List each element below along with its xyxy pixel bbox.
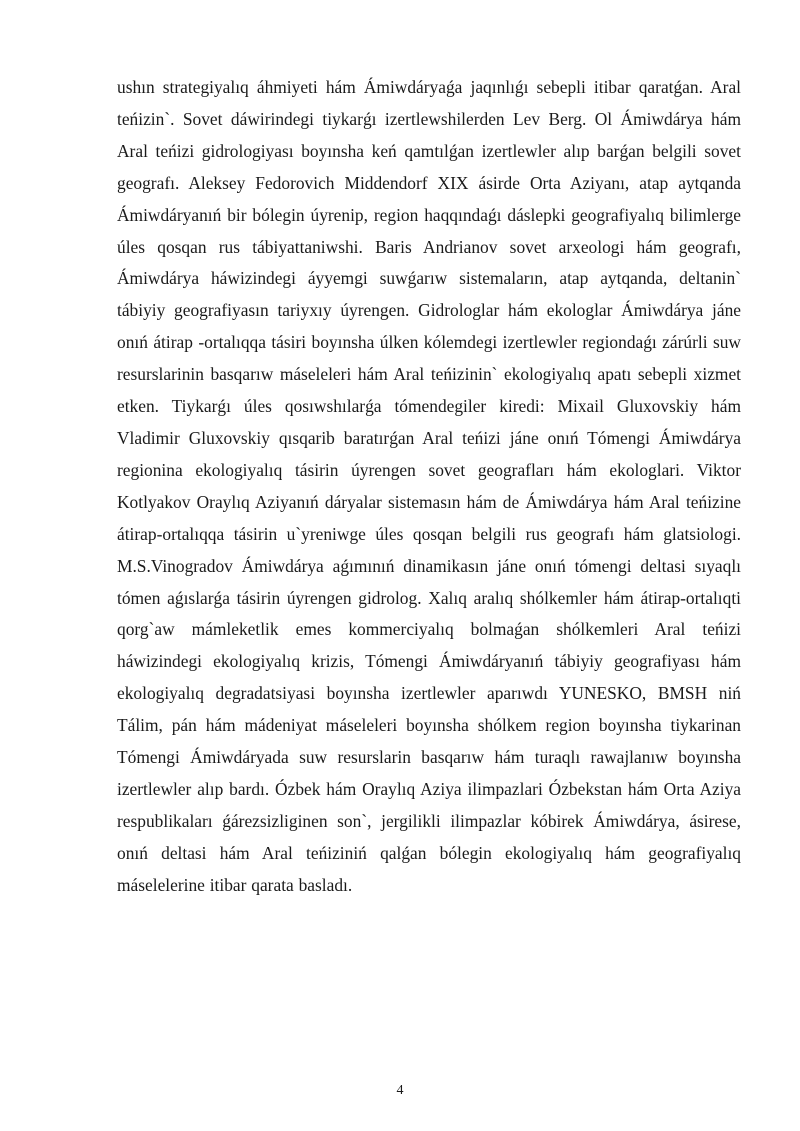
body-paragraph: ushın strategiyalıq áhmiyeti hám Ámiwdáryaǵa jaqınlıǵı sebepli itibar qaratǵan. Aral teńizin`. Sovet dáwirindegi tiykarǵı izertlewshilerden Lev Berg. Ol Ámiwdárya hám Aral teńizi gidrologiyası boyınsha keń qamtılǵan izertlewler alıp barǵan belgili sovet geografı. Aleksey Fedorovich Middendorf XIX ásirde Orta Aziyanı, atap aytqanda Ámiwdáryanıń bir bólegin úyrenip, region haqqındaǵı dáslepki geografiyalıq bilimlerge úles qosqan rus tábiyattaniwshi. Baris Andrianov sovet arxeologi hám geografı, Ámiwdárya háwizindegi áyyemgi suwǵarıw sistemaların, atap aytqanda, deltanin` tábiyiy geografiyasın tariyxıy úyrengen. Gidrologlar hám ekologlar Ámiwdárya jáne onıń átirap -ortalıqqa tásiri boyınsha úlken kólemdegi izertlewler regiondaǵı zárúrli suw resurslarinin basqarıw máseleleri hám Aral teńizinin` ekologiyalıq apatı sebepli xizmet etken. Tiykarǵı úles qosıwshılarǵa tómendegiler kiredi: Mixail Gluxovskiy hám Vladimir Gluxovskiy qısqarib baratırǵan Aral teńizi jáne onıń Tómengi Ámiwdárya regionina ekologiyalıq tásirin úyrengen sovet geografları hám ekologlari. Viktor Kotlyakov Oraylıq Aziyanıń dáryalar sistemasın hám de Ámiwdárya hám Aral teńizine átirap-ortalıqqa tásirin u`yreniwge úles qosqan belgili rus geografı hám glatsiologi. M.S.Vinogradov Ámiwdárya aǵımınıń dinamikasın jáne onıń tómengi deltasi sıyaqlı tómen aǵıslarǵa tásirin úyrengen gidrolog. Xalıq aralıq shólkemler hám átirap-ortalıqti qorg`aw mámleketlik emes kommerciyalıq bolmaǵan shólkemleri Aral teńizi háwizindegi ekologiyalıq krizis, Tómengi Ámiwdáryanıń tábiyiy geografiyası hám ekologiyalıq degradatsiyasi boyınsha izertlewler aparıwdı YUNESKO, BMSH niń Tálim, pán hám mádeniyat máseleleri boyınsha shólkem region boyınsha tiykarinan Tómengi Ámiwdáryada suw resurslarin basqarıw hám turaqlı rawajlanıw boyınsha izertlewler alıp bardı. Ózbek hám Oraylıq Aziya ilimpazlari Ózbekstan hám Orta Aziya respublikaları ǵárezsizliginen son`, jergilikli ilimpazlar kóbirek Ámiwdárya, ásirese, onıń deltasi hám Aral teńiziniń qalǵan bólegin ekologiyalıq hám geografiyalıq máselelerine itibar qarata basladı. xyxy=(117,77,741,895)
page-number: 4 xyxy=(396,1083,404,1098)
